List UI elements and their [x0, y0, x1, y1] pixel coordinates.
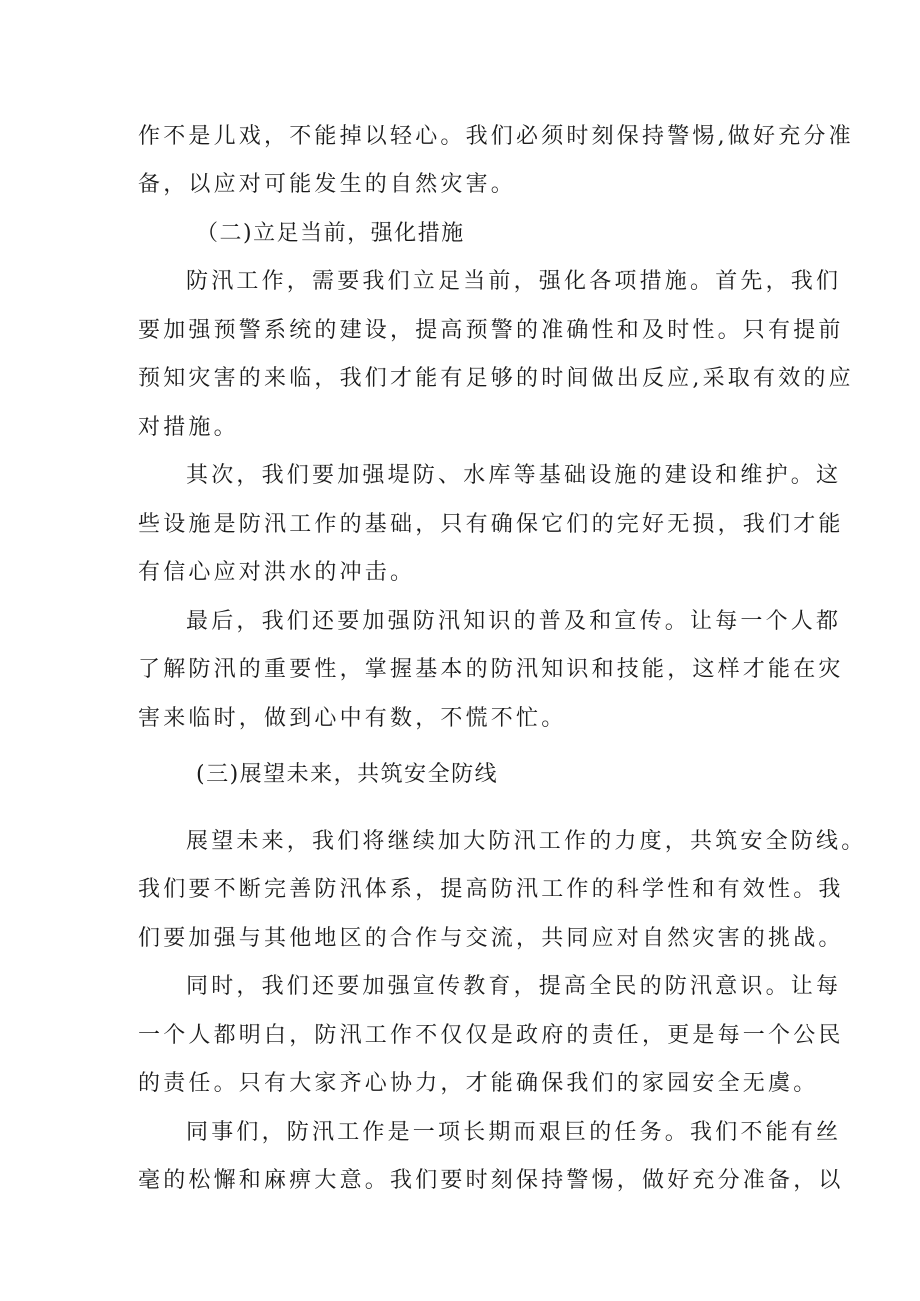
- text-line: 作不是儿戏，不能掉以轻心。我们必须时刻保持警惕,做好充分准: [138, 124, 854, 149]
- text-line: 我们要不断完善防汛体系，提高防汛工作的科学性和有效性。我: [138, 877, 844, 902]
- paragraph-line: 最后，我们还要加强防汛知识的普及和宣传。让每一个人都: [186, 609, 842, 634]
- text-line: 一个人都明白，防汛工作不仅仅是政府的责任，更是每一个公民: [138, 1023, 844, 1048]
- text-line: 的责任。只有大家齐心协力，才能确保我们的家园安全无虞。: [138, 1071, 819, 1096]
- text-line: 毫的松懈和麻痹大意。我们要时刻保持警惕，做好充分准备，以: [138, 1168, 844, 1193]
- text-line: 了解防汛的重要性，掌握基本的防汛知识和技能，这样才能在灾: [138, 657, 844, 682]
- section-heading-3: (三)展望未来，共筑安全防线: [196, 762, 499, 787]
- text-line: 备，以应对可能发生的自然灾害。: [138, 172, 517, 197]
- text-line: 些设施是防汛工作的基础，只有确保它们的完好无损，我们才能: [138, 512, 844, 537]
- text-line: 预知灾害的来临，我们才能有足够的时间做出反应,采取有效的应: [138, 366, 854, 391]
- text-line: 害来临时，做到心中有数，不慌不忙。: [138, 706, 567, 731]
- text-line: 对措施。: [138, 415, 239, 440]
- text-line: 要加强预警系统的建设，提高预警的准确性和及时性。只有提前: [138, 318, 844, 343]
- paragraph-line: 展望未来，我们将继续加大防汛工作的力度，共筑安全防线。: [186, 829, 867, 854]
- text-line: 们要加强与其他地区的合作与交流，共同应对自然灾害的挑战。: [138, 926, 844, 951]
- text-line: 有信心应对洪水的冲击。: [138, 560, 416, 585]
- paragraph-line: 同事们，防汛工作是一项长期而艰巨的任务。我们不能有丝: [186, 1120, 842, 1145]
- paragraph-line: 防汛工作，需要我们立足当前，强化各项措施。首先，我们: [186, 269, 842, 294]
- paragraph-line: 同时，我们还要加强宣传教育，提高全民的防汛意识。让每: [186, 974, 842, 999]
- section-heading-2: （二)立足当前，强化措施: [196, 221, 465, 246]
- paragraph-line: 其次，我们要加强堤防、水库等基础设施的建设和维护。这: [186, 463, 842, 488]
